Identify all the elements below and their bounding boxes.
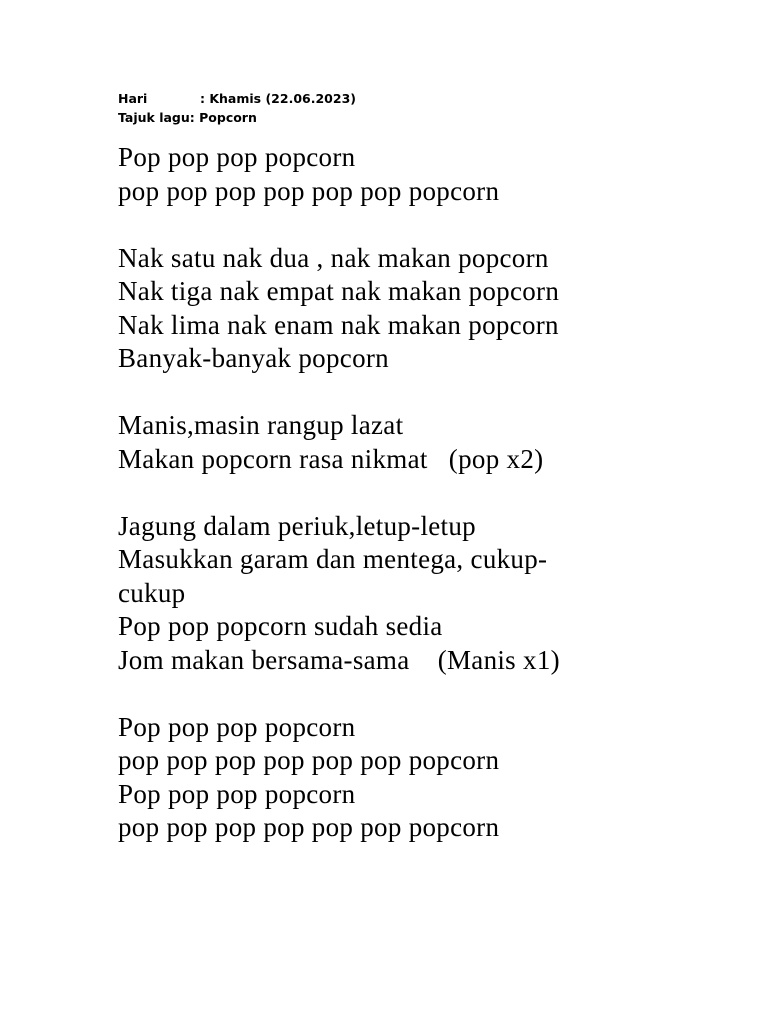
lyric-line: cukup bbox=[118, 577, 186, 608]
lyric-line: Manis,masin rangup lazat bbox=[118, 410, 404, 440]
lyric-line: pop pop pop pop pop pop popcorn bbox=[118, 812, 500, 842]
day-value: : Khamis (22.06.2023) bbox=[200, 91, 356, 106]
day-row bbox=[118, 89, 356, 108]
stanza-5 bbox=[118, 711, 758, 845]
song-title-label: Tajuk lagu bbox=[118, 110, 190, 125]
lyric-line: Nak lima nak enam nak makan popcorn bbox=[118, 309, 559, 340]
stanza-1 bbox=[118, 141, 758, 208]
lyric-line: Pop pop pop popcorn bbox=[118, 711, 356, 742]
document-header bbox=[118, 89, 356, 127]
lyric-line: Pop pop pop popcorn bbox=[118, 778, 356, 809]
lyric-line: Masukkan garam dan mentega, cukup- bbox=[118, 544, 548, 574]
lyric-line: Pop pop popcorn sudah sedia bbox=[118, 611, 443, 641]
song-title-value: : Popcorn bbox=[189, 110, 257, 125]
lyric-line: pop pop pop pop pop pop popcorn bbox=[118, 175, 500, 206]
lyric-line: Jagung dalam periuk,letup-letup bbox=[118, 510, 476, 541]
song-title-row bbox=[118, 108, 356, 127]
lyric-line: Jom makan bersama-sama (Manis x1) bbox=[118, 644, 560, 675]
day-label: Hari bbox=[118, 91, 148, 106]
lyric-line: pop pop pop pop pop pop popcorn bbox=[118, 745, 500, 775]
lyric-line: Nak satu nak dua , nak makan popcorn bbox=[118, 242, 549, 273]
lyric-line: Nak tiga nak empat nak makan popcorn bbox=[118, 276, 560, 306]
stanza-3 bbox=[118, 409, 758, 476]
song-lyrics bbox=[118, 141, 758, 878]
lyric-line: Banyak-banyak popcorn bbox=[118, 343, 389, 373]
stanza-2 bbox=[118, 242, 758, 376]
lyric-line: Pop pop pop popcorn bbox=[118, 142, 356, 172]
lyric-line: Makan popcorn rasa nikmat (pop x2) bbox=[118, 443, 544, 474]
stanza-4 bbox=[118, 510, 758, 678]
